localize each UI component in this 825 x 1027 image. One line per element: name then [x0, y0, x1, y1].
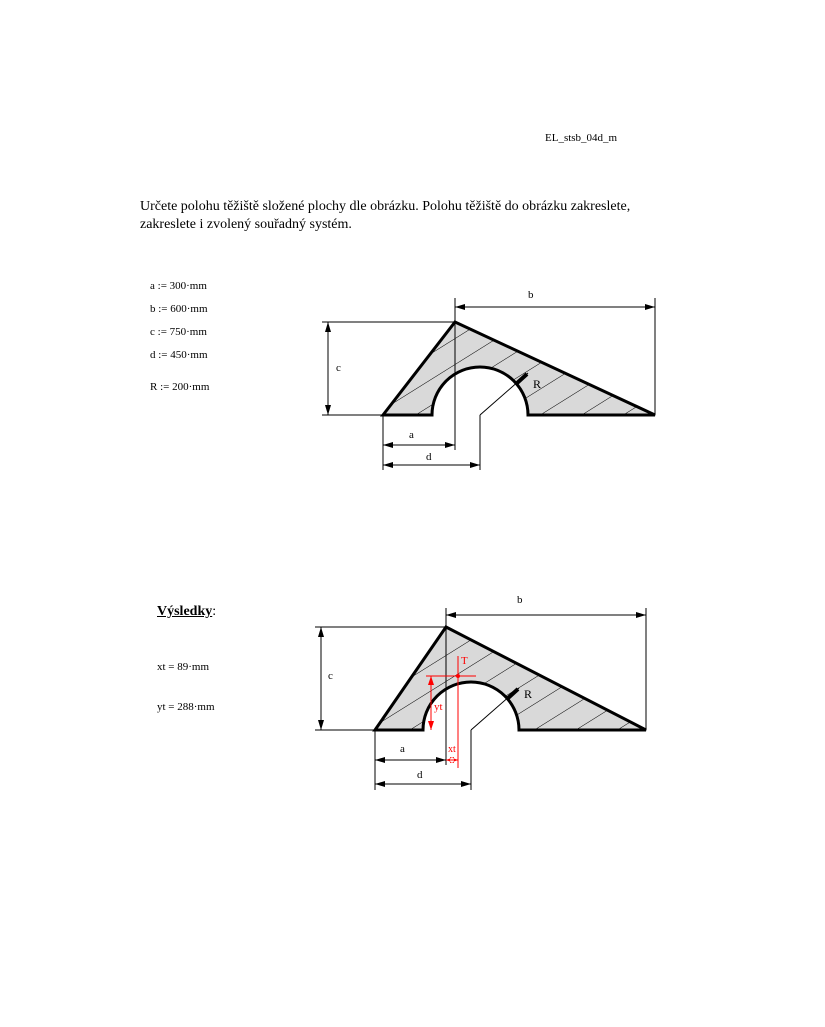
label-d-result: d: [417, 769, 423, 781]
label-b-result: b: [517, 594, 523, 606]
label-b: b: [528, 289, 534, 301]
label-R-result: R: [524, 687, 533, 701]
label-d: d: [426, 451, 432, 463]
label-centroid: T: [461, 655, 468, 667]
label-a: a: [409, 429, 414, 441]
label-yt: yt: [434, 701, 443, 713]
task-line-1: Určete polohu těžiště složené plochy dle obrázku. Polohu těžiště do obrázku zakreslete,: [140, 199, 631, 214]
variable-b: b := 600·mm: [150, 303, 208, 315]
label-c: c: [336, 362, 341, 374]
results-colon: :: [212, 604, 217, 619]
result-yt: yt = 288·mm: [157, 701, 215, 713]
centroid-point: [456, 674, 460, 678]
variable-a: a := 300·mm: [150, 280, 207, 292]
label-c-result: c: [328, 670, 333, 682]
label-a-result: a: [400, 743, 405, 755]
variable-c: c := 750·mm: [150, 326, 207, 338]
label-R: R: [533, 377, 542, 391]
document-code: EL_stsb_04d_m: [545, 132, 618, 144]
label-xt: xt: [448, 744, 456, 755]
result-xt: xt = 89·mm: [157, 661, 210, 673]
results-title: Výsledky: [157, 604, 213, 619]
variable-d: d := 450·mm: [150, 349, 208, 361]
variable-R: R := 200·mm: [150, 381, 210, 393]
task-line-2: zakreslete i zvolený souřadný systém.: [140, 217, 352, 232]
hatched-area-result: [375, 627, 646, 730]
